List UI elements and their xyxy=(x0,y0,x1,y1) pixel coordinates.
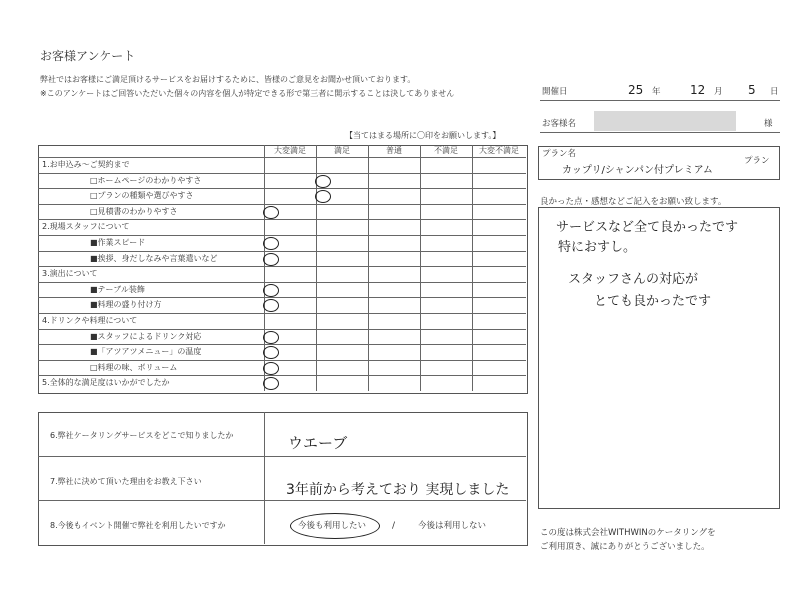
survey-item-label: □プランの種類や選びやすさ xyxy=(90,191,194,201)
rating-circle-mark xyxy=(263,206,279,219)
survey-title: お客様アンケート xyxy=(40,49,136,63)
q6-label: 6.弊社ケータリングサービスをどこで知りましたか xyxy=(50,431,234,440)
date-label: 開催日 xyxy=(542,87,568,97)
survey-item-label: □料理の味、ボリューム xyxy=(90,362,178,372)
rating-circle-mark xyxy=(263,284,279,297)
comment-line-4: とても良かったです xyxy=(594,294,712,309)
comment-line-3: スタッフさんの対応が xyxy=(568,272,699,287)
section-heading: 5.全体的な満足度はいかがでしたか xyxy=(42,378,170,388)
comment-label: 良かった点・感想などご記入をお願い致します。 xyxy=(540,197,727,207)
survey-item-label: ■「アツアツメニュー」の温度 xyxy=(90,347,202,357)
table-grid-line xyxy=(472,145,473,391)
name-suffix: 様 xyxy=(764,119,773,129)
table-grid-line xyxy=(38,313,526,314)
customer-name-redacted xyxy=(594,111,736,131)
section-heading: 2.現場スタッフについて xyxy=(42,222,130,232)
rating-circle-mark xyxy=(263,253,279,266)
table-grid-line xyxy=(38,235,526,236)
survey-item-label: ■スタッフによるドリンク対応 xyxy=(90,331,202,341)
q7-answer: 3年前から考えており 実現しました xyxy=(286,482,510,498)
intro-text-2: ※このアンケートはご回答いただいた個々の内容を個人が特定できる形で第三者に開示することは決してありません xyxy=(40,89,455,98)
comment-line-1: サービスなど全て良かったです xyxy=(556,220,739,235)
rating-column-header: 大変不満足 xyxy=(479,146,519,155)
date-year: 25 xyxy=(628,83,644,97)
year-unit: 年 xyxy=(652,87,661,97)
rating-circle-mark xyxy=(263,362,279,375)
rating-circle-mark xyxy=(263,237,279,250)
rating-column-header: 満足 xyxy=(334,146,350,155)
table-grid-line xyxy=(368,145,369,391)
table-grid-line xyxy=(420,145,421,391)
intro-text-1: 弊社ではお客様にご満足頂けるサービスをお届けするために、皆様のご意見をお聞かせ頂いております。 xyxy=(40,75,416,84)
table-grid-line xyxy=(38,173,526,174)
table-grid-line xyxy=(38,344,526,345)
q8-option-no: 今後は利用しない xyxy=(418,521,487,531)
table-grid-line xyxy=(38,219,526,220)
day-unit: 日 xyxy=(770,87,779,97)
rating-column-header: 大変満足 xyxy=(274,146,306,155)
table-grid-line xyxy=(38,375,526,376)
date-month: 12 xyxy=(690,83,706,97)
section-heading: 1.お申込み～ご契約まで xyxy=(42,160,130,169)
footer-line-1: この度は株式会社WITHWINのケータリングを xyxy=(540,528,716,538)
comment-line-2: 特におすし。 xyxy=(558,240,637,255)
plan-value: カップリ/シャンパン付プレミアム xyxy=(562,165,713,176)
rating-circle-mark xyxy=(263,331,279,344)
table-grid-line xyxy=(38,157,526,158)
table-grid-line xyxy=(38,251,526,252)
survey-item-label: □ホームページのわかりやすさ xyxy=(90,175,202,185)
q8-option-yes: 今後も利用したい xyxy=(298,521,367,531)
survey-item-label: ■挨拶、身だしなみや言葉遣いなど xyxy=(90,253,218,263)
q8-selected-circle xyxy=(290,513,380,539)
survey-item-label: □見積書のわかりやすさ xyxy=(90,206,178,216)
q7-label: 7.弊社に決めて頂いた理由をお教え下さい xyxy=(50,477,202,486)
survey-item-label: ■テーブル装飾 xyxy=(90,284,145,294)
rating-column-header: 不満足 xyxy=(434,146,458,155)
table-grid-line xyxy=(38,204,526,205)
table-grid-line xyxy=(38,282,526,283)
month-unit: 月 xyxy=(714,87,723,97)
footer-line-2: ご利用頂き、誠にありがとうございました。 xyxy=(540,542,710,552)
section-heading: 3.演出について xyxy=(42,269,98,279)
table-grid-line xyxy=(38,360,526,361)
q8-separator: / xyxy=(392,521,396,531)
customer-name-label: お客様名 xyxy=(542,119,577,129)
date-day: 5 xyxy=(748,83,756,97)
plan-suffix: プラン xyxy=(744,156,770,166)
instruction-text: 【当てはまる場所に〇印をお願いします。】 xyxy=(345,131,501,140)
section-heading: 4.ドリンクや料理について xyxy=(42,316,138,325)
survey-item-label: ■作業スピード xyxy=(90,238,146,247)
table-grid-line xyxy=(38,188,526,189)
table-grid-line xyxy=(38,297,526,298)
plan-label: プラン名 xyxy=(542,149,577,159)
q6-answer: ウエーブ xyxy=(288,434,348,452)
table-grid-line xyxy=(38,266,526,267)
table-grid-line xyxy=(38,329,526,330)
survey-item-label: ■料理の盛り付け方 xyxy=(90,300,162,310)
rating-circle-mark xyxy=(315,175,331,188)
rating-column-header: 普通 xyxy=(386,146,402,155)
q8-label: 8.今後もイベント開催で弊社を利用したいですか xyxy=(50,521,226,530)
